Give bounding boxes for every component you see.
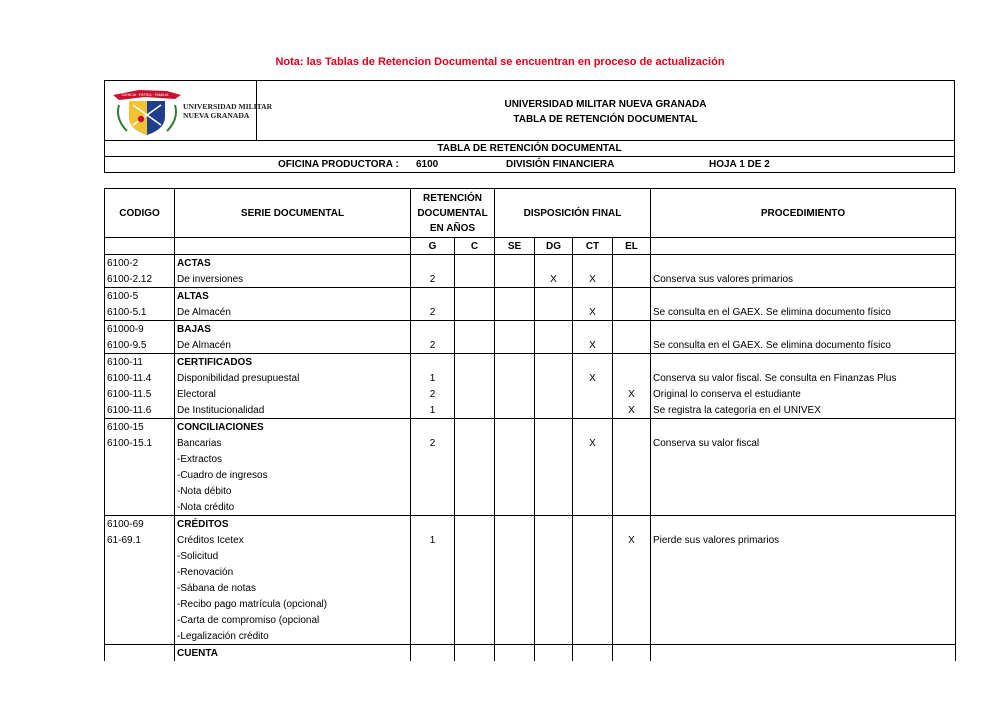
col-procedimiento: PROCEDIMIENTO bbox=[651, 189, 956, 238]
g-cell bbox=[411, 628, 455, 645]
dg-cell bbox=[535, 402, 573, 419]
series-row bbox=[105, 419, 956, 436]
ct-cell bbox=[573, 402, 613, 419]
se-cell bbox=[495, 483, 535, 499]
dg-cell bbox=[535, 548, 573, 564]
serie-cell: -Recibo pago matrícula (opcional) bbox=[175, 596, 411, 612]
svg-text:CIENCIA · PATRIA · FAMILIA: CIENCIA · PATRIA · FAMILIA bbox=[121, 93, 169, 97]
table-row bbox=[105, 532, 956, 548]
ct-cell: X bbox=[573, 435, 613, 451]
c-cell bbox=[455, 628, 495, 645]
code-cell: 6100-11.5 bbox=[105, 386, 175, 402]
procedure-cell: Conserva su valor fiscal. Se consulta en Finanzas Plus bbox=[651, 370, 956, 386]
table-title: TABLA DE RETENCIÓN DOCUMENTAL bbox=[513, 114, 698, 125]
procedure-cell bbox=[651, 483, 956, 499]
serie-cell: CUENTA bbox=[175, 645, 411, 662]
procedure-cell bbox=[651, 645, 956, 662]
procedure-cell bbox=[651, 612, 956, 628]
el-cell bbox=[613, 612, 651, 628]
procedure-cell: Pierde sus valores primarios bbox=[651, 532, 956, 548]
code-cell: 61000-9 bbox=[105, 321, 175, 338]
g-cell: 1 bbox=[411, 370, 455, 386]
procedure-cell bbox=[651, 499, 956, 516]
col-serie: SERIE DOCUMENTAL bbox=[175, 189, 411, 238]
dg-cell bbox=[535, 337, 573, 354]
col-ct: CT bbox=[573, 238, 613, 255]
code-cell bbox=[105, 499, 175, 516]
g-cell bbox=[411, 451, 455, 467]
ct-cell bbox=[573, 532, 613, 548]
table-row bbox=[105, 337, 956, 354]
table-row bbox=[105, 402, 956, 419]
series-row bbox=[105, 255, 956, 272]
update-note: Nota: las Tablas de Retencion Documental se encuentran en proceso de actualización bbox=[275, 56, 725, 68]
table-row bbox=[105, 271, 956, 288]
dg-cell bbox=[535, 467, 573, 483]
series-row bbox=[105, 288, 956, 305]
el-cell bbox=[613, 419, 651, 436]
se-cell bbox=[495, 516, 535, 533]
c-cell bbox=[455, 321, 495, 338]
serie-cell: De Almacén bbox=[175, 304, 411, 321]
code-cell: 6100-15.1 bbox=[105, 435, 175, 451]
g-cell bbox=[411, 419, 455, 436]
series-row bbox=[105, 321, 956, 338]
table-row bbox=[105, 548, 956, 564]
c-cell bbox=[455, 419, 495, 436]
col-g: G bbox=[411, 238, 455, 255]
c-cell bbox=[455, 612, 495, 628]
c-cell bbox=[455, 255, 495, 272]
c-cell bbox=[455, 516, 495, 533]
el-cell bbox=[613, 304, 651, 321]
el-cell bbox=[613, 645, 651, 662]
office-label: OFICINA PRODUCTORA : bbox=[278, 159, 399, 170]
c-cell bbox=[455, 451, 495, 467]
header-row bbox=[105, 189, 956, 238]
ct-cell bbox=[573, 580, 613, 596]
procedure-cell bbox=[651, 255, 956, 272]
procedure-cell: Conserva su valor fiscal bbox=[651, 435, 956, 451]
table-row bbox=[105, 435, 956, 451]
se-cell bbox=[495, 386, 535, 402]
code-cell: 6100-11 bbox=[105, 354, 175, 371]
g-cell: 2 bbox=[411, 386, 455, 402]
table-row bbox=[105, 596, 956, 612]
procedure-cell bbox=[651, 467, 956, 483]
dg-cell bbox=[535, 580, 573, 596]
serie-cell: -Nota crédito bbox=[175, 499, 411, 516]
serie-cell: -Legalización crédito bbox=[175, 628, 411, 645]
ct-cell bbox=[573, 612, 613, 628]
procedure-cell bbox=[651, 354, 956, 371]
serie-cell: BAJAS bbox=[175, 321, 411, 338]
el-cell bbox=[613, 564, 651, 580]
code-cell: 61-69.1 bbox=[105, 532, 175, 548]
serie-cell: -Cuadro de ingresos bbox=[175, 467, 411, 483]
se-cell bbox=[495, 402, 535, 419]
dg-cell bbox=[535, 321, 573, 338]
g-cell bbox=[411, 288, 455, 305]
serie-cell: Créditos Icetex bbox=[175, 532, 411, 548]
procedure-cell bbox=[651, 564, 956, 580]
serie-cell: -Nota débito bbox=[175, 483, 411, 499]
procedure-cell: Conserva sus valores primarios bbox=[651, 271, 956, 288]
c-cell bbox=[455, 337, 495, 354]
header-titles bbox=[257, 81, 954, 140]
c-cell bbox=[455, 645, 495, 662]
code-cell bbox=[105, 467, 175, 483]
c-cell bbox=[455, 483, 495, 499]
col-codigo: CODIGO bbox=[105, 189, 175, 238]
g-cell: 2 bbox=[411, 435, 455, 451]
dg-cell bbox=[535, 288, 573, 305]
el-cell bbox=[613, 354, 651, 371]
g-cell bbox=[411, 321, 455, 338]
ct-cell: X bbox=[573, 271, 613, 288]
office-name: DIVISIÓN FINANCIERA bbox=[506, 159, 615, 170]
c-cell bbox=[455, 596, 495, 612]
code-cell: 6100-5 bbox=[105, 288, 175, 305]
code-cell: 6100-69 bbox=[105, 516, 175, 533]
university-name: UNIVERSIDAD MILITAR NUEVA GRANADA bbox=[504, 99, 707, 110]
subheader-row bbox=[105, 238, 956, 255]
ct-cell: X bbox=[573, 370, 613, 386]
serie-cell: De inversiones bbox=[175, 271, 411, 288]
el-cell bbox=[613, 255, 651, 272]
g-cell: 1 bbox=[411, 532, 455, 548]
table-row bbox=[105, 451, 956, 467]
serie-cell: -Sábana de notas bbox=[175, 580, 411, 596]
serie-cell: ALTAS bbox=[175, 288, 411, 305]
col-el: EL bbox=[613, 238, 651, 255]
code-cell: 6100-11.4 bbox=[105, 370, 175, 386]
dg-cell: X bbox=[535, 271, 573, 288]
se-cell bbox=[495, 580, 535, 596]
code-cell bbox=[105, 580, 175, 596]
ct-cell bbox=[573, 354, 613, 371]
dg-cell bbox=[535, 596, 573, 612]
code-cell bbox=[105, 596, 175, 612]
code-cell bbox=[105, 628, 175, 645]
series-row bbox=[105, 354, 956, 371]
code-cell bbox=[105, 645, 175, 662]
el-cell bbox=[613, 435, 651, 451]
code-cell bbox=[105, 564, 175, 580]
office-row bbox=[105, 156, 954, 173]
c-cell bbox=[455, 386, 495, 402]
el-cell bbox=[613, 321, 651, 338]
code-cell: 6100-2.12 bbox=[105, 271, 175, 288]
c-cell bbox=[455, 435, 495, 451]
dg-cell bbox=[535, 451, 573, 467]
serie-cell: De Almacén bbox=[175, 337, 411, 354]
se-cell bbox=[495, 564, 535, 580]
serie-cell: Electoral bbox=[175, 386, 411, 402]
table-row bbox=[105, 612, 956, 628]
serie-cell: -Solicitud bbox=[175, 548, 411, 564]
university-logo bbox=[105, 81, 273, 140]
procedure-cell bbox=[651, 419, 956, 436]
dg-cell bbox=[535, 645, 573, 662]
ct-cell bbox=[573, 419, 613, 436]
serie-cell: De Institucionalidad bbox=[175, 402, 411, 419]
serie-cell: -Extractos bbox=[175, 451, 411, 467]
col-c: C bbox=[455, 238, 495, 255]
ct-cell bbox=[573, 467, 613, 483]
se-cell bbox=[495, 271, 535, 288]
procedure-cell: Se consulta en el GAEX. Se elimina documento físico bbox=[651, 304, 956, 321]
serie-cell: CONCILIACIONES bbox=[175, 419, 411, 436]
serie-cell: -Carta de compromiso (opcional bbox=[175, 612, 411, 628]
se-cell bbox=[495, 499, 535, 516]
col-retencion: RETENCIÓN DOCUMENTAL EN AÑOS bbox=[411, 189, 495, 238]
code-cell: 6100-15 bbox=[105, 419, 175, 436]
serie-cell: ACTAS bbox=[175, 255, 411, 272]
table-row bbox=[105, 564, 956, 580]
procedure-cell bbox=[651, 321, 956, 338]
serie-cell: CERTIFICADOS bbox=[175, 354, 411, 371]
ct-cell bbox=[573, 386, 613, 402]
g-cell bbox=[411, 467, 455, 483]
g-cell bbox=[411, 612, 455, 628]
el-cell bbox=[613, 271, 651, 288]
el-cell bbox=[613, 370, 651, 386]
table-row bbox=[105, 467, 956, 483]
series-row bbox=[105, 645, 956, 662]
ct-cell bbox=[573, 499, 613, 516]
procedure-cell bbox=[651, 516, 956, 533]
c-cell bbox=[455, 370, 495, 386]
se-cell bbox=[495, 288, 535, 305]
ct-cell bbox=[573, 596, 613, 612]
se-cell bbox=[495, 304, 535, 321]
header-subtitle: TABLA DE RETENCIÓN DOCUMENTAL bbox=[105, 140, 954, 156]
retention-table bbox=[104, 188, 956, 661]
ct-cell bbox=[573, 321, 613, 338]
ct-cell bbox=[573, 645, 613, 662]
procedure-cell: Se registra la categoría en el UNIVEX bbox=[651, 402, 956, 419]
procedure-cell bbox=[651, 288, 956, 305]
sheet-number: HOJA 1 DE 2 bbox=[709, 159, 770, 170]
serie-cell: Disponibilidad presupuestal bbox=[175, 370, 411, 386]
c-cell bbox=[455, 548, 495, 564]
c-cell bbox=[455, 271, 495, 288]
c-cell bbox=[455, 304, 495, 321]
g-cell bbox=[411, 596, 455, 612]
table-row bbox=[105, 580, 956, 596]
ct-cell: X bbox=[573, 304, 613, 321]
code-cell bbox=[105, 451, 175, 467]
dg-cell bbox=[535, 499, 573, 516]
serie-cell: Bancarias bbox=[175, 435, 411, 451]
g-cell bbox=[411, 483, 455, 499]
table-row bbox=[105, 499, 956, 516]
el-cell bbox=[613, 516, 651, 533]
dg-cell bbox=[535, 255, 573, 272]
se-cell bbox=[495, 337, 535, 354]
se-cell bbox=[495, 548, 535, 564]
c-cell bbox=[455, 532, 495, 548]
document-header bbox=[104, 80, 955, 173]
c-cell bbox=[455, 354, 495, 371]
g-cell: 2 bbox=[411, 337, 455, 354]
dg-cell bbox=[535, 386, 573, 402]
se-cell bbox=[495, 628, 535, 645]
col-dg: DG bbox=[535, 238, 573, 255]
procedure-cell: Original lo conserva el estudiante bbox=[651, 386, 956, 402]
el-cell bbox=[613, 580, 651, 596]
col-se: SE bbox=[495, 238, 535, 255]
ct-cell bbox=[573, 628, 613, 645]
dg-cell bbox=[535, 564, 573, 580]
procedure-cell bbox=[651, 451, 956, 467]
ct-cell bbox=[573, 516, 613, 533]
ct-cell: X bbox=[573, 337, 613, 354]
code-cell: 6100-5.1 bbox=[105, 304, 175, 321]
code-cell bbox=[105, 548, 175, 564]
se-cell bbox=[495, 435, 535, 451]
table-row bbox=[105, 386, 956, 402]
se-cell bbox=[495, 467, 535, 483]
el-cell bbox=[613, 451, 651, 467]
c-cell bbox=[455, 288, 495, 305]
dg-cell bbox=[535, 370, 573, 386]
procedure-cell bbox=[651, 628, 956, 645]
svg-text:UNIVERSIDAD MILITAR: UNIVERSIDAD MILITAR bbox=[183, 102, 273, 111]
dg-cell bbox=[535, 516, 573, 533]
g-cell: 2 bbox=[411, 271, 455, 288]
procedure-cell bbox=[651, 596, 956, 612]
dg-cell bbox=[535, 483, 573, 499]
el-cell bbox=[613, 596, 651, 612]
dg-cell bbox=[535, 435, 573, 451]
table-row bbox=[105, 483, 956, 499]
se-cell bbox=[495, 645, 535, 662]
c-cell bbox=[455, 402, 495, 419]
ct-cell bbox=[573, 483, 613, 499]
procedure-cell: Se consulta en el GAEX. Se elimina documento físico bbox=[651, 337, 956, 354]
c-cell bbox=[455, 467, 495, 483]
ct-cell bbox=[573, 548, 613, 564]
code-cell: 6100-9.5 bbox=[105, 337, 175, 354]
se-cell bbox=[495, 370, 535, 386]
ct-cell bbox=[573, 564, 613, 580]
el-cell bbox=[613, 288, 651, 305]
c-cell bbox=[455, 564, 495, 580]
el-cell bbox=[613, 483, 651, 499]
g-cell bbox=[411, 499, 455, 516]
ct-cell bbox=[573, 288, 613, 305]
ct-cell bbox=[573, 451, 613, 467]
university-seal-icon bbox=[105, 81, 273, 140]
g-cell bbox=[411, 548, 455, 564]
table-row bbox=[105, 628, 956, 645]
el-cell: X bbox=[613, 386, 651, 402]
se-cell bbox=[495, 451, 535, 467]
el-cell bbox=[613, 337, 651, 354]
dg-cell bbox=[535, 419, 573, 436]
g-cell bbox=[411, 354, 455, 371]
g-cell: 1 bbox=[411, 402, 455, 419]
se-cell bbox=[495, 354, 535, 371]
el-cell bbox=[613, 499, 651, 516]
code-cell bbox=[105, 612, 175, 628]
se-cell bbox=[495, 596, 535, 612]
dg-cell bbox=[535, 304, 573, 321]
c-cell bbox=[455, 580, 495, 596]
code-cell: 6100-2 bbox=[105, 255, 175, 272]
col-disposicion: DISPOSICIÓN FINAL bbox=[495, 189, 651, 238]
dg-cell bbox=[535, 612, 573, 628]
g-cell bbox=[411, 645, 455, 662]
el-cell: X bbox=[613, 402, 651, 419]
el-cell: X bbox=[613, 532, 651, 548]
procedure-cell bbox=[651, 580, 956, 596]
g-cell bbox=[411, 564, 455, 580]
office-code: 6100 bbox=[416, 159, 439, 170]
dg-cell bbox=[535, 354, 573, 371]
dg-cell bbox=[535, 628, 573, 645]
se-cell bbox=[495, 419, 535, 436]
g-cell: 2 bbox=[411, 304, 455, 321]
ct-cell bbox=[573, 255, 613, 272]
g-cell bbox=[411, 580, 455, 596]
el-cell bbox=[613, 467, 651, 483]
code-cell bbox=[105, 483, 175, 499]
series-row bbox=[105, 516, 956, 533]
g-cell bbox=[411, 516, 455, 533]
c-cell bbox=[455, 499, 495, 516]
table-row bbox=[105, 304, 956, 321]
procedure-cell bbox=[651, 548, 956, 564]
code-cell: 6100-11.6 bbox=[105, 402, 175, 419]
el-cell bbox=[613, 548, 651, 564]
serie-cell: -Renovación bbox=[175, 564, 411, 580]
serie-cell: CRÉDITOS bbox=[175, 516, 411, 533]
g-cell bbox=[411, 255, 455, 272]
se-cell bbox=[495, 532, 535, 548]
se-cell bbox=[495, 255, 535, 272]
se-cell bbox=[495, 321, 535, 338]
svg-text:NUEVA GRANADA: NUEVA GRANADA bbox=[183, 111, 250, 120]
dg-cell bbox=[535, 532, 573, 548]
se-cell bbox=[495, 612, 535, 628]
el-cell bbox=[613, 628, 651, 645]
table-row bbox=[105, 370, 956, 386]
